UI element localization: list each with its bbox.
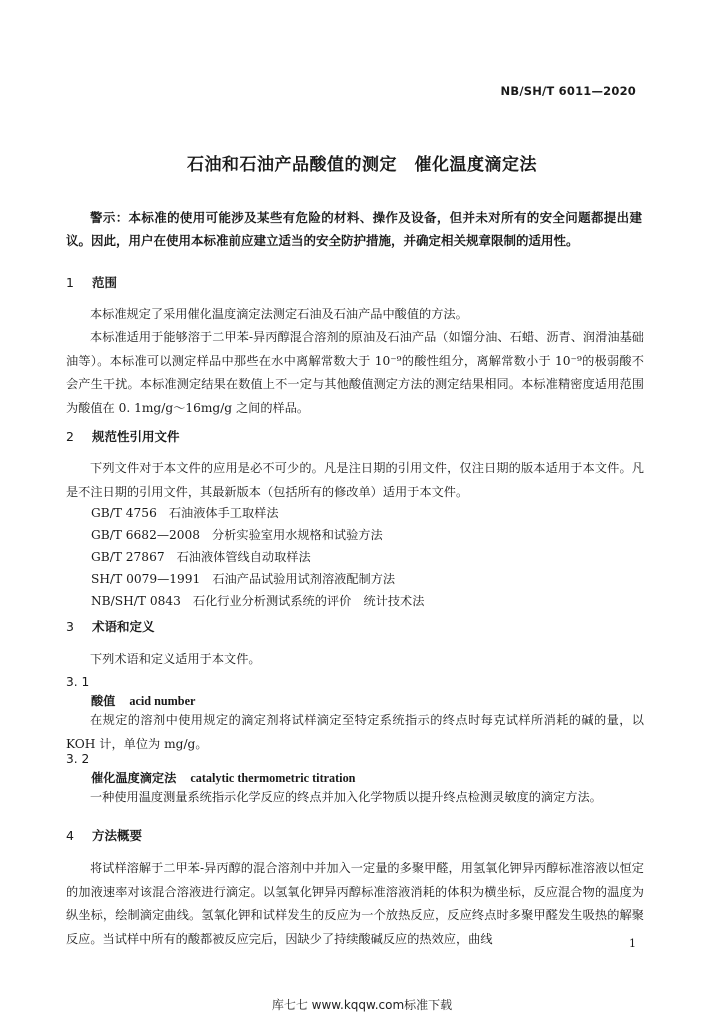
page-number: 1 [629,937,636,950]
term-3-2-definition: 一种使用温度测量系统指示化学反应的终点并加入化学物质以提升终点检测灵敏度的滴定方法。 [90,790,602,804]
section-2-para-1: 下列文件对于本文件的应用是必不可少的。凡是注日期的引用文件，仅注日期的版本适用于本文件。凡是不注日期的引用文件，其最新版本（包括所有的修改单）适用于本文件。 [66,461,644,499]
section-4-number: 4 [66,828,74,843]
term-en: acid number [129,694,196,708]
section-1-heading [66,273,117,291]
section-1-para-2: 本标准适用于能够溶于二甲苯-异丙醇混合溶剂的原油及石油产品（如馏分油、石蜡、沥青、润滑油基础油等）。本标准可以测定样品中那些在水中离解常数大于 10⁻⁹的酸性组分，离解常数小于 10⁻⁹的极弱酸不会产生干扰。本标准测定结果在数值上不一定与其他酸值测定方法的测定结果相同。本标准精密度适用范围为酸值在 0. 1mg/g～16mg/g 之间的样品。 [66,330,644,415]
section-3-para-1: 下列术语和定义适用于本文件。 [90,652,261,666]
section-3-number: 3 [66,619,74,634]
reference-code: GB/T 4756 [91,506,157,520]
term-3-1-number: 3. 1 [66,675,90,689]
section-3-title: 术语和定义 [92,619,155,634]
footer-watermark: 库七七 www.kqqw.com标准下载 [271,998,453,1012]
reference-title: 石化行业分析测试系统的评价 统计技术法 [192,594,425,608]
term-3-1-heading [91,692,195,709]
standard-code: NB/SH/T 6011—2020 [500,84,636,98]
term-3-2-heading [91,769,355,786]
reference-title: 分析实验室用水规格和试验方法 [212,528,383,542]
section-2-heading [66,427,180,445]
section-3-heading [66,617,155,635]
term-3-1-definition: 在规定的溶剂中使用规定的滴定剂将试样滴定至特定系统指示的终点时每克试样所消耗的碱的量，以 KOH 计，单位为 mg/g。 [66,713,644,751]
term-3-2-number: 3. 2 [66,752,90,766]
reference-code: SH/T 0079—1991 [91,572,201,586]
reference-item [91,548,311,565]
section-2-number: 2 [66,429,74,444]
section-4-heading [66,826,142,844]
term-zh: 酸值 [91,694,116,708]
section-4-title: 方法概要 [92,828,143,843]
section-1-number: 1 [66,275,74,290]
reference-title: 石油液体管线自动取样法 [176,550,311,564]
section-1-para-1: 本标准规定了采用催化温度滴定法测定石油及石油产品中酸值的方法。 [90,307,468,321]
reference-title: 石油产品试验用试剂溶液配制方法 [212,572,396,586]
document-title: 石油和石油产品酸值的测定 催化温度滴定法 [187,155,537,175]
term-en: catalytic thermometric titration [190,771,356,785]
reference-code: GB/T 27867 [91,550,165,564]
safety-warning: 警示：本标准的使用可能涉及某些有危险的材料、操作及设备，但并未对所有的安全问题都提出建议。因此，用户在使用本标准前应建立适当的安全防护措施，并确定相关规章限制的适用性。 [66,210,642,248]
reference-title: 石油液体手工取样法 [168,506,279,520]
reference-item [91,592,424,609]
reference-code: GB/T 6682—2008 [91,528,201,542]
section-1-title: 范围 [92,275,118,290]
reference-item [91,570,395,587]
reference-code: NB/SH/T 0843 [91,594,181,608]
reference-item [91,526,383,543]
section-2-title: 规范性引用文件 [92,429,180,444]
term-zh: 催化温度滴定法 [91,771,177,785]
reference-item [91,504,279,521]
section-4-para-1: 将试样溶解于二甲苯-异丙醇的混合溶剂中并加入一定量的多聚甲醛，用氢氧化钾异丙醇标准溶液以恒定的加液速率对该混合溶液进行滴定。以氢氧化钾异丙醇标准溶液消耗的体积为横坐标，反应混合物的温度为纵坐标，绘制滴定曲线。氢氧化钾和试样发生的反应为一个放热反应，反应终点时多聚甲醛发生吸热的解聚反应。当试样中所有的酸都被反应完后，因缺少了持续酸碱反应的热效应，曲线 [66,861,644,946]
